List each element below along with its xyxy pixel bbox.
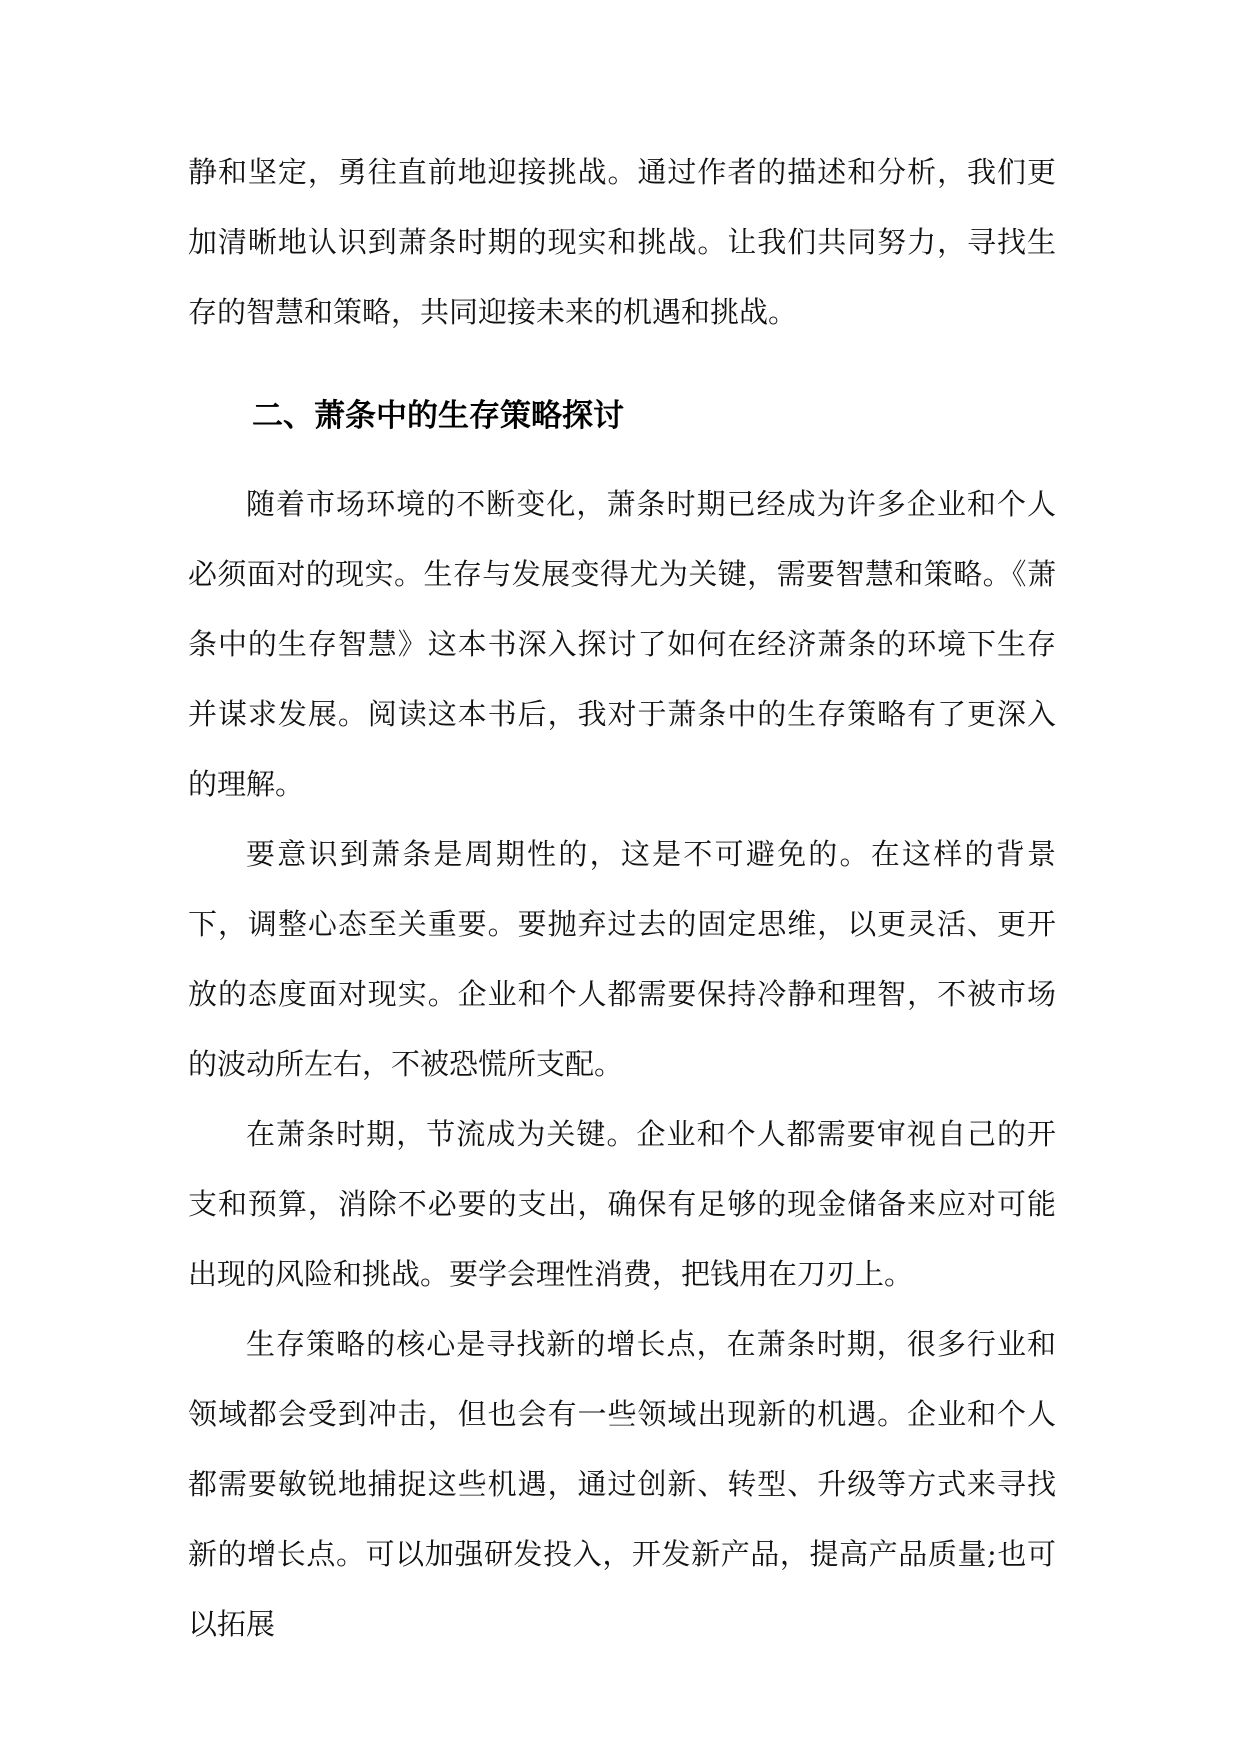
- document-body: [188, 137, 1056, 1659]
- paragraph-continued: 静和坚定，勇往直前地迎接挑战。通过作者的描述和分析，我们更加清晰地认识到萧条时期的现实和挑战。让我们共同努力，寻找生存的智慧和策略，共同迎接未来的机遇和挑战。: [188, 155, 1056, 329]
- paragraph: 要意识到萧条是周期性的，这是不可避免的。在这样的背景下，调整心态至关重要。要抛弃过去的固定思维，以更灵活、更开放的态度面对现实。企业和个人都需要保持冷静和理智，不被市场的波动所左右，不被恐慌所支配。: [188, 837, 1056, 1081]
- section-heading: 二、萧条中的生存策略探讨: [252, 398, 624, 434]
- paragraph: 生存策略的核心是寻找新的增长点，在萧条时期，很多行业和领域都会受到冲击，但也会有一些领域出现新的机遇。企业和个人都需要敏锐地捕捉这些机遇，通过创新、转型、升级等方式来寻找新的增长点。可以加强研发投入，开发新产品，提高产品质量;也可以拓展: [188, 1327, 1056, 1641]
- paragraph: 随着市场环境的不断变化，萧条时期已经成为许多企业和个人必须面对的现实。生存与发展变得尤为关键，需要智慧和策略。《萧条中的生存智慧》这本书深入探讨了如何在经济萧条的环境下生存并谋求发展。阅读这本书后，我对于萧条中的生存策略有了更深入的理解。: [188, 487, 1056, 801]
- paragraph: 在萧条时期，节流成为关键。企业和个人都需要审视自己的开支和预算，消除不必要的支出，确保有足够的现金储备来应对可能出现的风险和挑战。要学会理性消费，把钱用在刀刃上。: [188, 1117, 1056, 1291]
